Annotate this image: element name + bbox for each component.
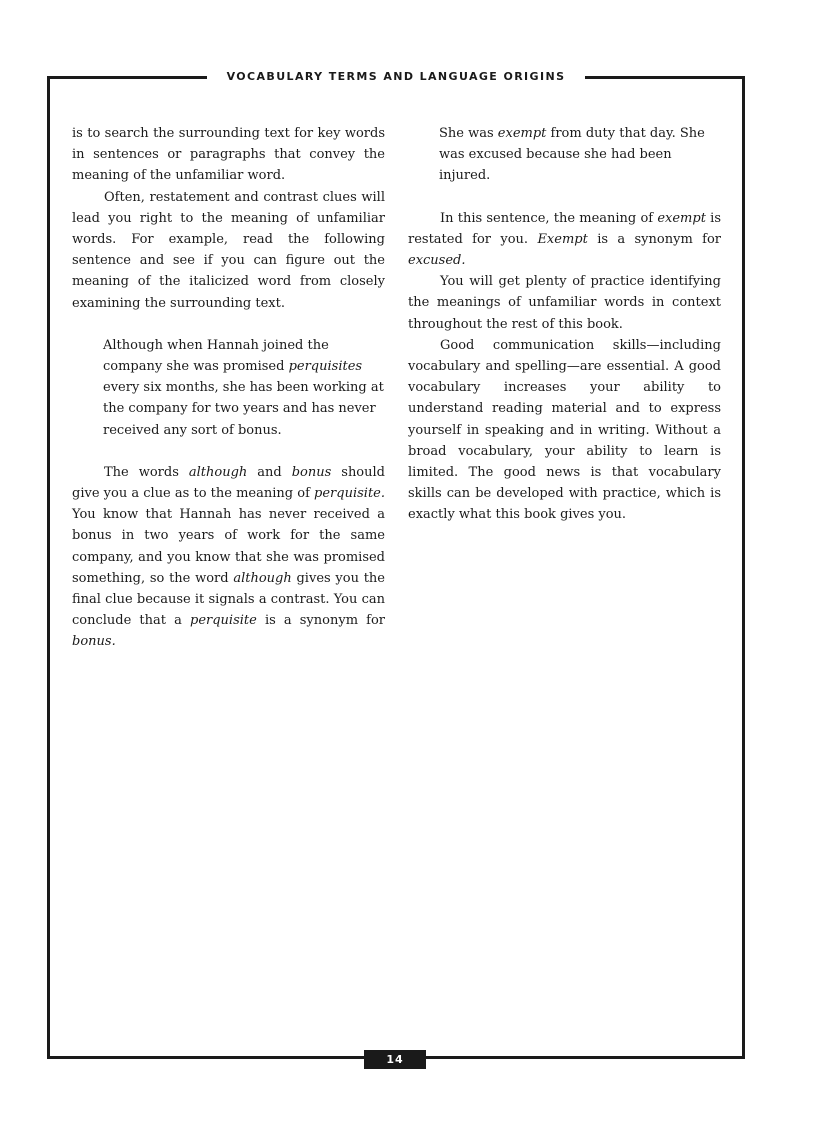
paragraph: Good communication skills—including vocabulary and spelling—are essential. A good vocabulary increases your ability to understand reading material and to express yourself in speaking and in writing. Without a broad vocabulary, your ability to learn is limited. The good news is that vocabulary skills can be developed with practice, which is exactly what this book gives you.	[408, 337, 721, 523]
header-rule-left	[47, 76, 207, 79]
running-header: VOCABULARY TERMS AND LANGUAGE ORIGINS	[210, 70, 582, 84]
paragraph: In this sentence, the meaning of exempt is restated for you. Exempt is a synonym for excused.	[408, 210, 721, 269]
right-column	[408, 123, 721, 526]
paragraph: is to search the surrounding text for key words in sentences or paragraphs that convey the meaning of the unfamiliar word.	[72, 126, 385, 184]
example-sentence: Although when Hannah joined the company she was promised perquisites every six months, she has been working at the company for two years and has never received any sort of bonus.	[103, 337, 384, 438]
paragraph: Often, restatement and contrast clues will lead you right to the meaning of unfamiliar words. For example, read the following sentence and see if you can figure out the meaning of the italicized word from closely examining the surrounding text.	[72, 189, 385, 311]
header-rule-right	[585, 76, 745, 79]
italic-term: perquisites	[288, 359, 363, 375]
italic-term: exempt	[497, 126, 547, 141]
paragraph: The words although and bonus should give you a clue as to the meaning of perquisite. You know that Hannah has never received a bonus in two years of work for the same company, and you know that she was promised something, so the word although gives you the final clue because it signals a contrast. You can conclude that a perquisite is a synonym for bonus.	[72, 464, 385, 650]
page-number: 14	[364, 1050, 426, 1069]
left-column	[72, 123, 385, 653]
example-sentence: She was exempt from duty that day. She was excused because she had been injured.	[439, 126, 705, 184]
paragraph: You will get plenty of practice identifying the meanings of unfamiliar words in context throughout the rest of this book.	[408, 274, 721, 332]
